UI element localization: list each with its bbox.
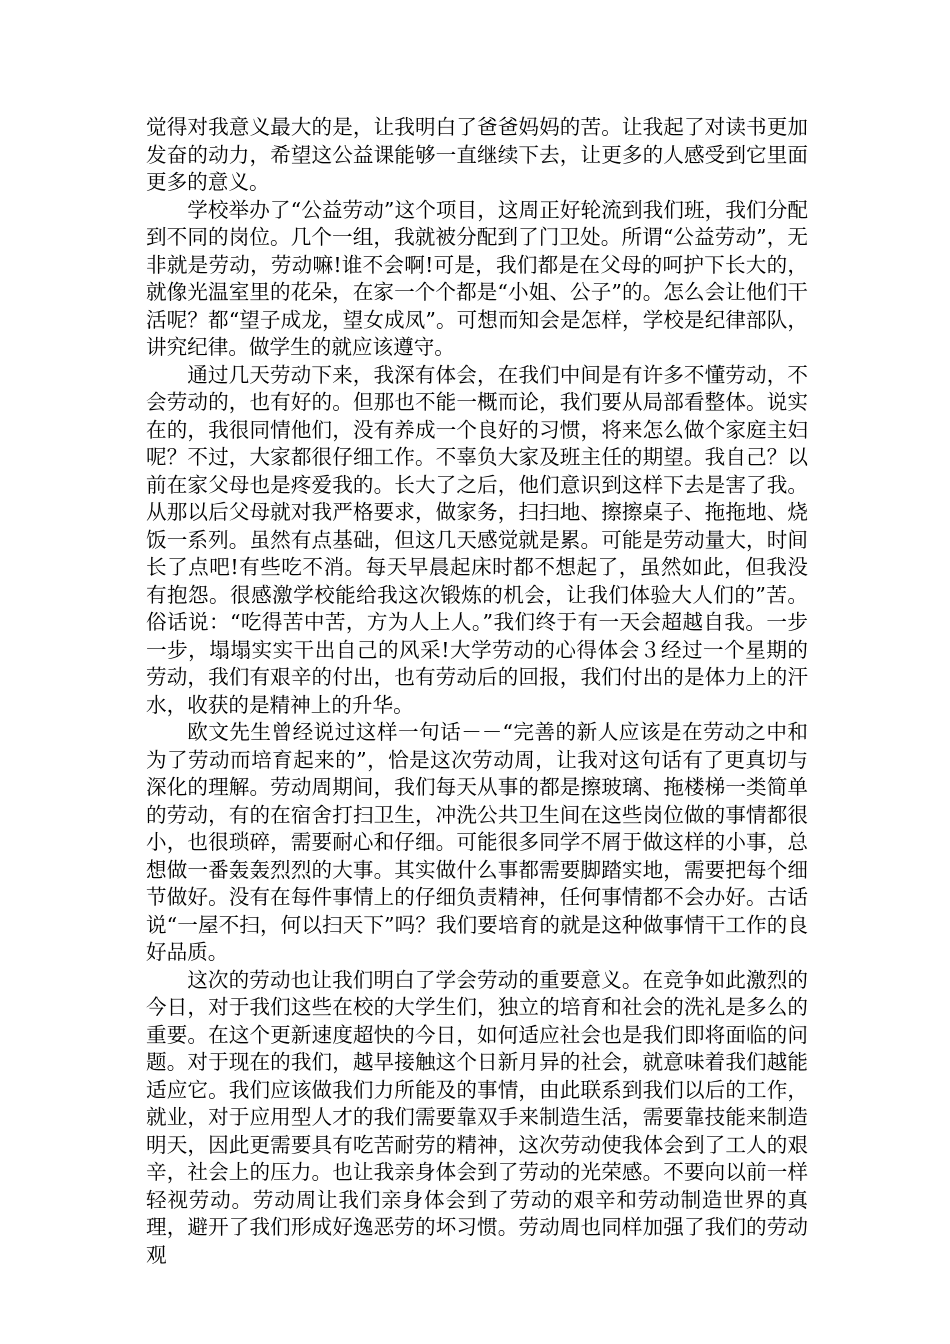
document-page — [146, 114, 808, 1269]
paragraph-1: 觉得对我意义最大的是，让我明白了爸爸妈妈的苦。让我起了对读书更加发奋的动力，希望这公益课能够一直继续下去，让更多的人感受到它里面更多的意义。 — [146, 115, 808, 194]
paragraph-3: 通过几天劳动下来，我深有体会，在我们中间是有许多不懂劳动，不会劳动的，也有好的。但那也不能一概而论，我们要从局部看整体。说实在的，我很同情他们，没有养成一个良好的习惯，将来怎么做个家庭主妇呢？不过，大家都很仔细工作。不辜负大家及班主任的期望。我自己？以前在家父母也是疼爱我的。长大了之后，他们意识到这样下去是害了我。从那以后父母就对我严格要求，做家务，扫扫地、擦擦桌子、拖拖地、烧饭一系列。虽然有点基础，但这几天感觉就是累。可能是劳动量大，时间长了点吧!有些吃不消。每天早晨起床时都不想起了，虽然如此，但我没有抱怨。很感激学校能给我这次锻炼的机会，让我们体验大人们的”苦。俗话说：“吃得苦中苦，方为人上人。”我们终于有一天会超越自我。一步一步，塌塌实实干出自己的风采!大学劳动的心得体会３经过一个星期的劳动，我们有艰辛的付出，也有劳动后的回报，我们付出的是体力上的汗水，收获的是精神上的升华。 — [146, 362, 808, 717]
paragraph-4: 欧文先生曾经说过这样一句话－－“完善的新人应该是在劳动之中和为了劳动而培育起来的”，恰是这次劳动周，让我对这句话有了更真切与深化的理解。劳动周期间，我们每天从事的都是擦玻璃、拖楼梯一类简单的劳动，有的在宿舍打扫卫生，冲洗公共卫生间在这些岗位做的事情都很小，也很琐碎，需要耐心和仔细。可能很多同学不屑于做这样的小事，总想做一番轰轰烈烈的大事。其实做什么事都需要脚踏实地，需要把每个细节做好。没有在每件事情上的仔细负责精神，任何事情都不会办好。古话说“一屋不扫，何以扫天下”吗？我们要培育的就是这种做事情干工作的良好品质。 — [146, 720, 808, 964]
paragraph-5: 这次的劳动也让我们明白了学会劳动的重要意义。在竞争如此激烈的今日，对于我们这些在校的大学生们，独立的培育和社会的洗礼是多么的重要。在这个更新速度超快的今日，如何适应社会也是我们即将面临的问题。对于现在的我们，越早接触这个日新月异的社会，就意味着我们越能适应它。我们应该做我们力所能及的事情，由此联系到我们以后的工作，就业，对于应用型人才的我们需要靠双手来制造生活，需要靠技能来制造明天，因此更需要具有吃苦耐劳的精神，这次劳动使我体会到了工人的艰辛，社会上的压力。也让我亲身体会到了劳动的光荣感。不要向以前一样轻视劳动。劳动周让我们亲身体会到了劳动的艰辛和劳动制造世界的真理，避开了我们形成好逸恶劳的坏习惯。劳动周也同样加强了我们的劳动观 — [146, 967, 808, 1267]
paragraph-2: 学校举办了“公益劳动”这个项目，这周正好轮流到我们班，我们分配到不同的岗位。几个一组，我就被分配到了门卫处。所谓“公益劳动”，无非就是劳动，劳动嘛!谁不会啊!可是，我们都是在父母的呵护下长大的，就像光温室里的花朵，在家一个个都是“小姐、公子”的。怎么会让他们干活呢？都“望子成龙，望女成凤”。可想而知会是怎样，学校是纪律部队，讲究纪律。做学生的就应该遵守。 — [146, 197, 808, 359]
